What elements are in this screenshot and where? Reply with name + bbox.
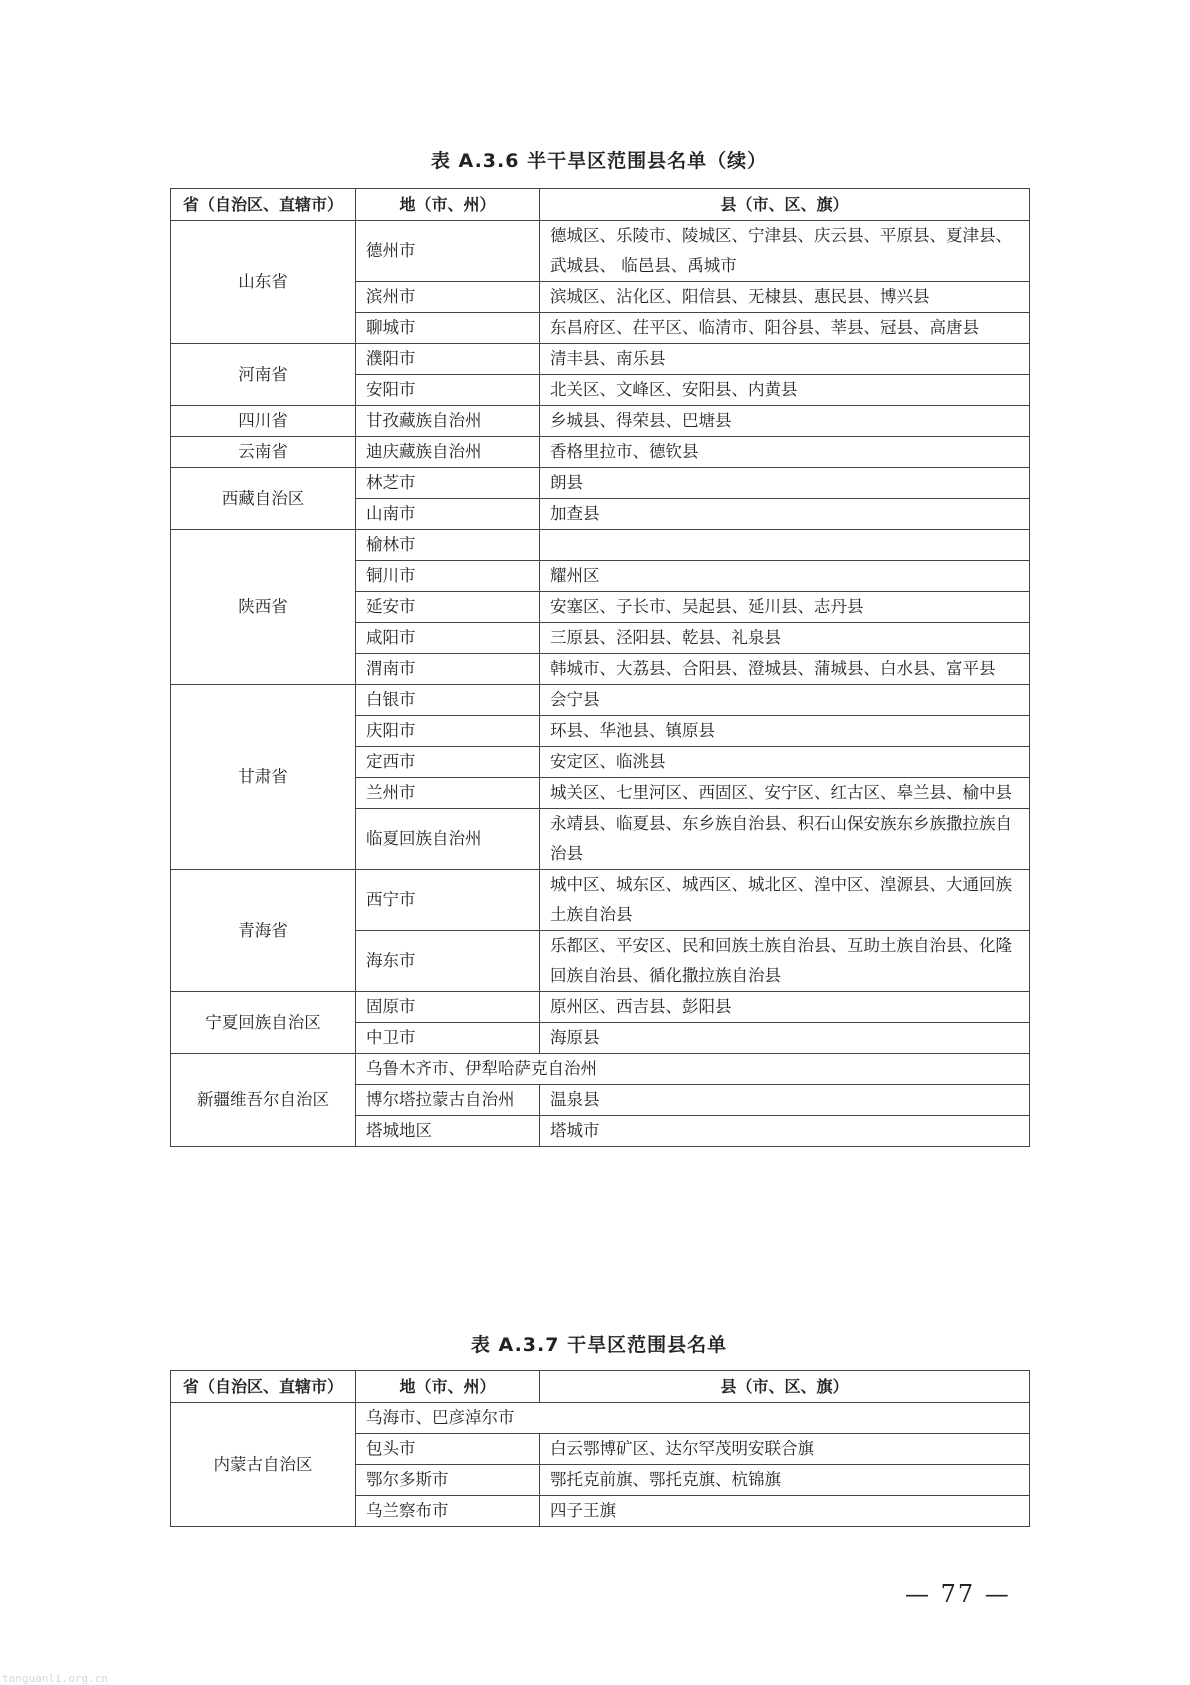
- header-province: 省（自治区、直辖市）: [171, 1371, 356, 1403]
- table-row: [171, 468, 1030, 499]
- header-county: 县（市、区、旗）: [540, 1371, 1030, 1403]
- county-cell: 乡城县、得荣县、巴塘县: [540, 406, 1030, 437]
- province-cell: 青海省: [171, 870, 356, 992]
- city-cell: 延安市: [356, 592, 540, 623]
- city-cell: 滨州市: [356, 282, 540, 313]
- city-cell: 兰州市: [356, 778, 540, 809]
- county-cell: 香格里拉市、德钦县: [540, 437, 1030, 468]
- province-cell: 新疆维吾尔自治区: [171, 1054, 356, 1147]
- city-cell: 渭南市: [356, 654, 540, 685]
- header-city: 地（市、州）: [356, 189, 540, 221]
- table-row: [171, 530, 1030, 561]
- county-cell: 清丰县、南乐县: [540, 344, 1030, 375]
- county-cell: 朗县: [540, 468, 1030, 499]
- county-cell: 三原县、泾阳县、乾县、礼泉县: [540, 623, 1030, 654]
- city-cell: 铜川市: [356, 561, 540, 592]
- county-cell: 四子王旗: [540, 1496, 1030, 1527]
- city-cell: 濮阳市: [356, 344, 540, 375]
- table-row: [171, 685, 1030, 716]
- city-cell: 山南市: [356, 499, 540, 530]
- county-cell: 耀州区: [540, 561, 1030, 592]
- city-cell: 白银市: [356, 685, 540, 716]
- table-caption-a37: 表 A.3.7 干旱区范围县名单: [470, 1334, 728, 1356]
- province-cell: 内蒙古自治区: [171, 1403, 356, 1527]
- city-cell: 定西市: [356, 747, 540, 778]
- city-cell: 迪庆藏族自治州: [356, 437, 540, 468]
- header-city: 地（市、州）: [356, 1371, 540, 1403]
- county-cell: 永靖县、临夏县、东乡族自治县、积石山保安族东乡族撒拉族自治县: [540, 809, 1030, 870]
- page-number: — 77 —: [905, 1580, 1011, 1608]
- city-cell: 临夏回族自治州: [356, 809, 540, 870]
- table-row: [171, 870, 1030, 931]
- province-cell: 陕西省: [171, 530, 356, 685]
- province-cell: 山东省: [171, 221, 356, 344]
- table-row: [171, 1054, 1030, 1085]
- city-cell: 乌海市、巴彦淖尔市: [356, 1403, 1030, 1434]
- arid-county-table: [170, 1370, 1030, 1527]
- city-cell: 德州市: [356, 221, 540, 282]
- county-cell: 乐都区、平安区、民和回族土族自治县、互助土族自治县、化隆回族自治县、循化撒拉族自治县: [540, 931, 1030, 992]
- table-row: [171, 406, 1030, 437]
- city-cell: 塔城地区: [356, 1116, 540, 1147]
- city-cell: 咸阳市: [356, 623, 540, 654]
- header-county: 县（市、区、旗）: [540, 189, 1030, 221]
- city-cell: 聊城市: [356, 313, 540, 344]
- county-cell: 温泉县: [540, 1085, 1030, 1116]
- county-cell: 城关区、七里河区、西固区、安宁区、红古区、皋兰县、榆中县: [540, 778, 1030, 809]
- city-cell: 固原市: [356, 992, 540, 1023]
- city-cell: 鄂尔多斯市: [356, 1465, 540, 1496]
- province-cell: 宁夏回族自治区: [171, 992, 356, 1054]
- county-cell: 安定区、临洮县: [540, 747, 1030, 778]
- city-cell: 庆阳市: [356, 716, 540, 747]
- table-caption-a36: 表 A.3.6 半干旱区范围县名单（续）: [430, 150, 768, 172]
- county-cell: 东昌府区、茌平区、临清市、阳谷县、莘县、冠县、高唐县: [540, 313, 1030, 344]
- province-cell: 四川省: [171, 406, 356, 437]
- county-cell: 加查县: [540, 499, 1030, 530]
- county-cell: 滨城区、沾化区、阳信县、无棣县、惠民县、博兴县: [540, 282, 1030, 313]
- city-cell: 乌兰察布市: [356, 1496, 540, 1527]
- city-cell: 海东市: [356, 931, 540, 992]
- city-cell: 博尔塔拉蒙古自治州: [356, 1085, 540, 1116]
- table-row: [171, 992, 1030, 1023]
- table-header-row: [171, 1371, 1030, 1403]
- city-cell: 安阳市: [356, 375, 540, 406]
- watermark: tanguanli.org.cn: [2, 1672, 108, 1685]
- county-cell: 会宁县: [540, 685, 1030, 716]
- county-cell: 白云鄂博矿区、达尔罕茂明安联合旗: [540, 1434, 1030, 1465]
- city-cell: 甘孜藏族自治州: [356, 406, 540, 437]
- county-cell: [540, 530, 1030, 561]
- county-cell: 原州区、西吉县、彭阳县: [540, 992, 1030, 1023]
- province-cell: 西藏自治区: [171, 468, 356, 530]
- county-cell: 海原县: [540, 1023, 1030, 1054]
- table-header-row: [171, 189, 1030, 221]
- header-province: 省（自治区、直辖市）: [171, 189, 356, 221]
- city-cell: 中卫市: [356, 1023, 540, 1054]
- county-cell: 鄂托克前旗、鄂托克旗、杭锦旗: [540, 1465, 1030, 1496]
- province-cell: 河南省: [171, 344, 356, 406]
- city-cell: 榆林市: [356, 530, 540, 561]
- table-row: [171, 221, 1030, 282]
- county-cell: 塔城市: [540, 1116, 1030, 1147]
- province-cell: 甘肃省: [171, 685, 356, 870]
- table-row: [171, 437, 1030, 468]
- city-cell: 林芝市: [356, 468, 540, 499]
- county-cell: 北关区、文峰区、安阳县、内黄县: [540, 375, 1030, 406]
- table-row: [171, 1403, 1030, 1434]
- county-cell: 德城区、乐陵市、陵城区、宁津县、庆云县、平原县、夏津县、武城县、 临邑县、禹城市: [540, 221, 1030, 282]
- city-cell: 包头市: [356, 1434, 540, 1465]
- table-row: [171, 344, 1030, 375]
- semi-arid-county-table: [170, 188, 1030, 1147]
- city-cell: 西宁市: [356, 870, 540, 931]
- province-cell: 云南省: [171, 437, 356, 468]
- county-cell: 韩城市、大荔县、合阳县、澄城县、蒲城县、白水县、富平县: [540, 654, 1030, 685]
- county-cell: 安塞区、子长市、吴起县、延川县、志丹县: [540, 592, 1030, 623]
- county-cell: 环县、华池县、镇原县: [540, 716, 1030, 747]
- city-cell: 乌鲁木齐市、伊犁哈萨克自治州: [356, 1054, 1030, 1085]
- county-cell: 城中区、城东区、城西区、城北区、湟中区、湟源县、大通回族土族自治县: [540, 870, 1030, 931]
